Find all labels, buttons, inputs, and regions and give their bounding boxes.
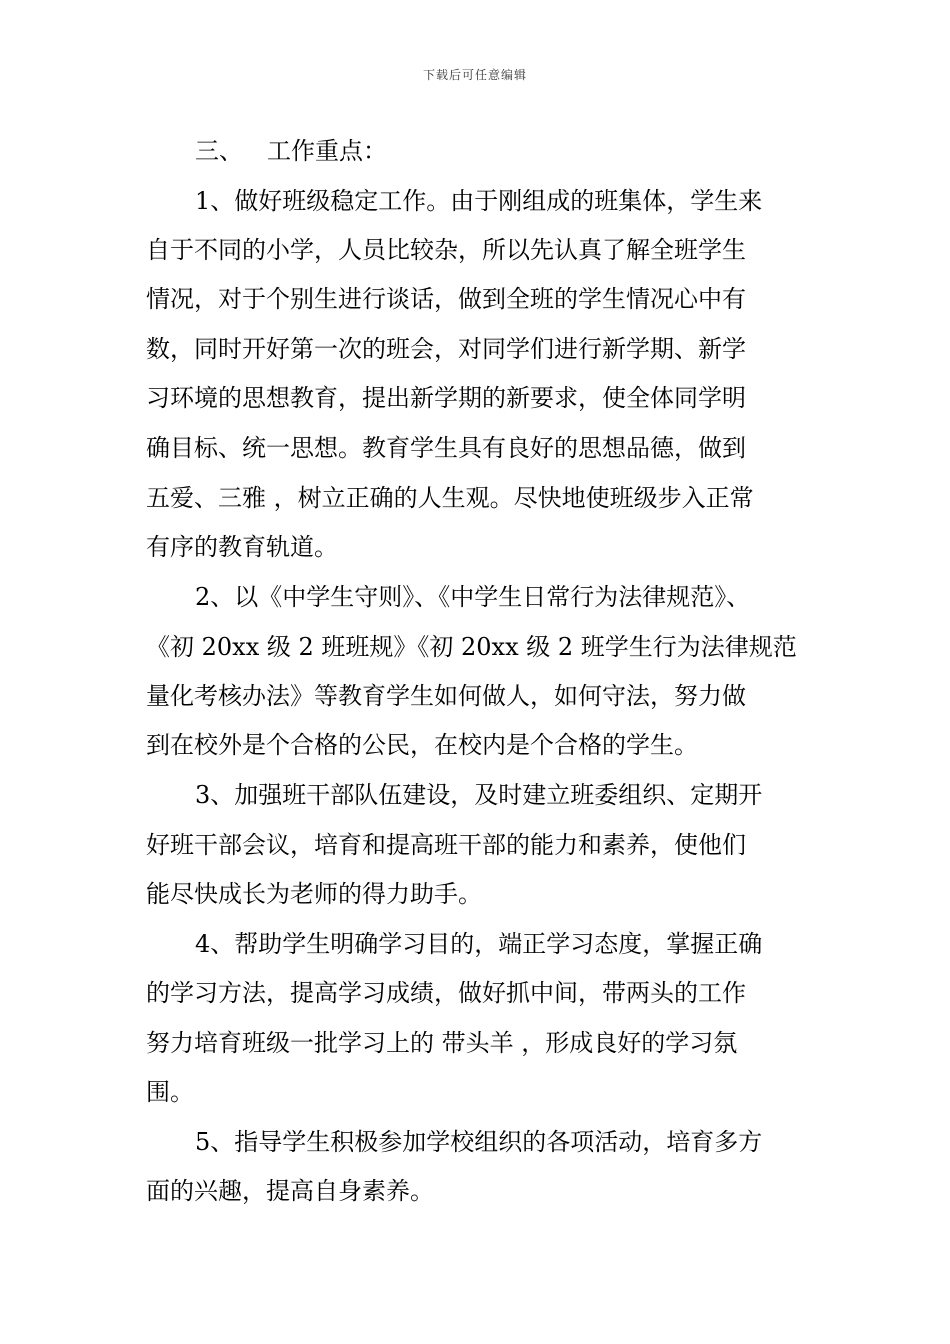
paragraph-5-line: 5、指导学生积极参加学校组织的各项活动，培育多方 — [195, 1128, 763, 1156]
paragraph-1-line: 习环境的思想教育，提出新学期的新要求，使全体同学明 — [146, 384, 746, 412]
paragraph-1-line: 情况，对于个别生进行谈话，做到全班的学生情况心中有 — [146, 285, 746, 313]
paragraph-3-line: 能尽快成长为老师的得力助手。 — [146, 880, 482, 908]
paragraph-1-line: 确目标、统一思想。教育学生具有良好的思想品德，做到 — [146, 434, 746, 462]
paragraph-2-line: 《初 20xx 级 2 班班规》《初 20xx 级 2 班学生行为法律规范 — [146, 633, 797, 661]
paragraph-2-line: 到在校外是个合格的公民，在校内是个合格的学生。 — [146, 731, 698, 759]
paragraph-1-line: 数，同时开好第一次的班会，对同学们进行新学期、新学 — [146, 335, 746, 363]
paragraph-5-line: 面的兴趣，提高自身素养。 — [146, 1177, 434, 1205]
paragraph-4-line: 4、帮助学生明确学习目的，端正学习态度，掌握正确 — [195, 930, 763, 958]
paragraph-4-line: 努力培育班级一批学习上的 带头羊 ，形成良好的学习氛 — [146, 1029, 738, 1057]
paragraph-3-line: 好班干部会议，培育和提高班干部的能力和素养，使他们 — [146, 831, 746, 859]
page-header: 下载后可任意编辑 — [422, 68, 527, 82]
section-title: 工作重点： — [267, 137, 387, 165]
paragraph-4-line: 围。 — [146, 1078, 194, 1106]
paragraph-1-line: 有序的教育轨道。 — [146, 533, 338, 561]
section-heading — [195, 131, 387, 171]
paragraph-2-line: 量化考核办法》等教育学生如何做人，如何守法，努力做 — [146, 682, 746, 710]
section-number: 三、 — [195, 137, 243, 165]
paragraph-1-line: 1、做好班级稳定工作。由于刚组成的班集体，学生来 — [195, 187, 763, 215]
paragraph-2-line: 2、以《中学生守则》、《中学生日常行为法律规范》、 — [195, 583, 751, 611]
paragraph-4-line: 的学习方法，提高学习成绩，做好抓中间，带两头的工作 — [146, 979, 746, 1007]
paragraph-3-line: 3、加强班干部队伍建设，及时建立班委组织、定期开 — [195, 781, 763, 809]
paragraph-1-line: 自于不同的小学，人员比较杂，所以先认真了解全班学生 — [146, 236, 746, 264]
paragraph-1-line: 五爱、三雅 ，树立正确的人生观。尽快地使班级步入正常 — [146, 484, 754, 512]
